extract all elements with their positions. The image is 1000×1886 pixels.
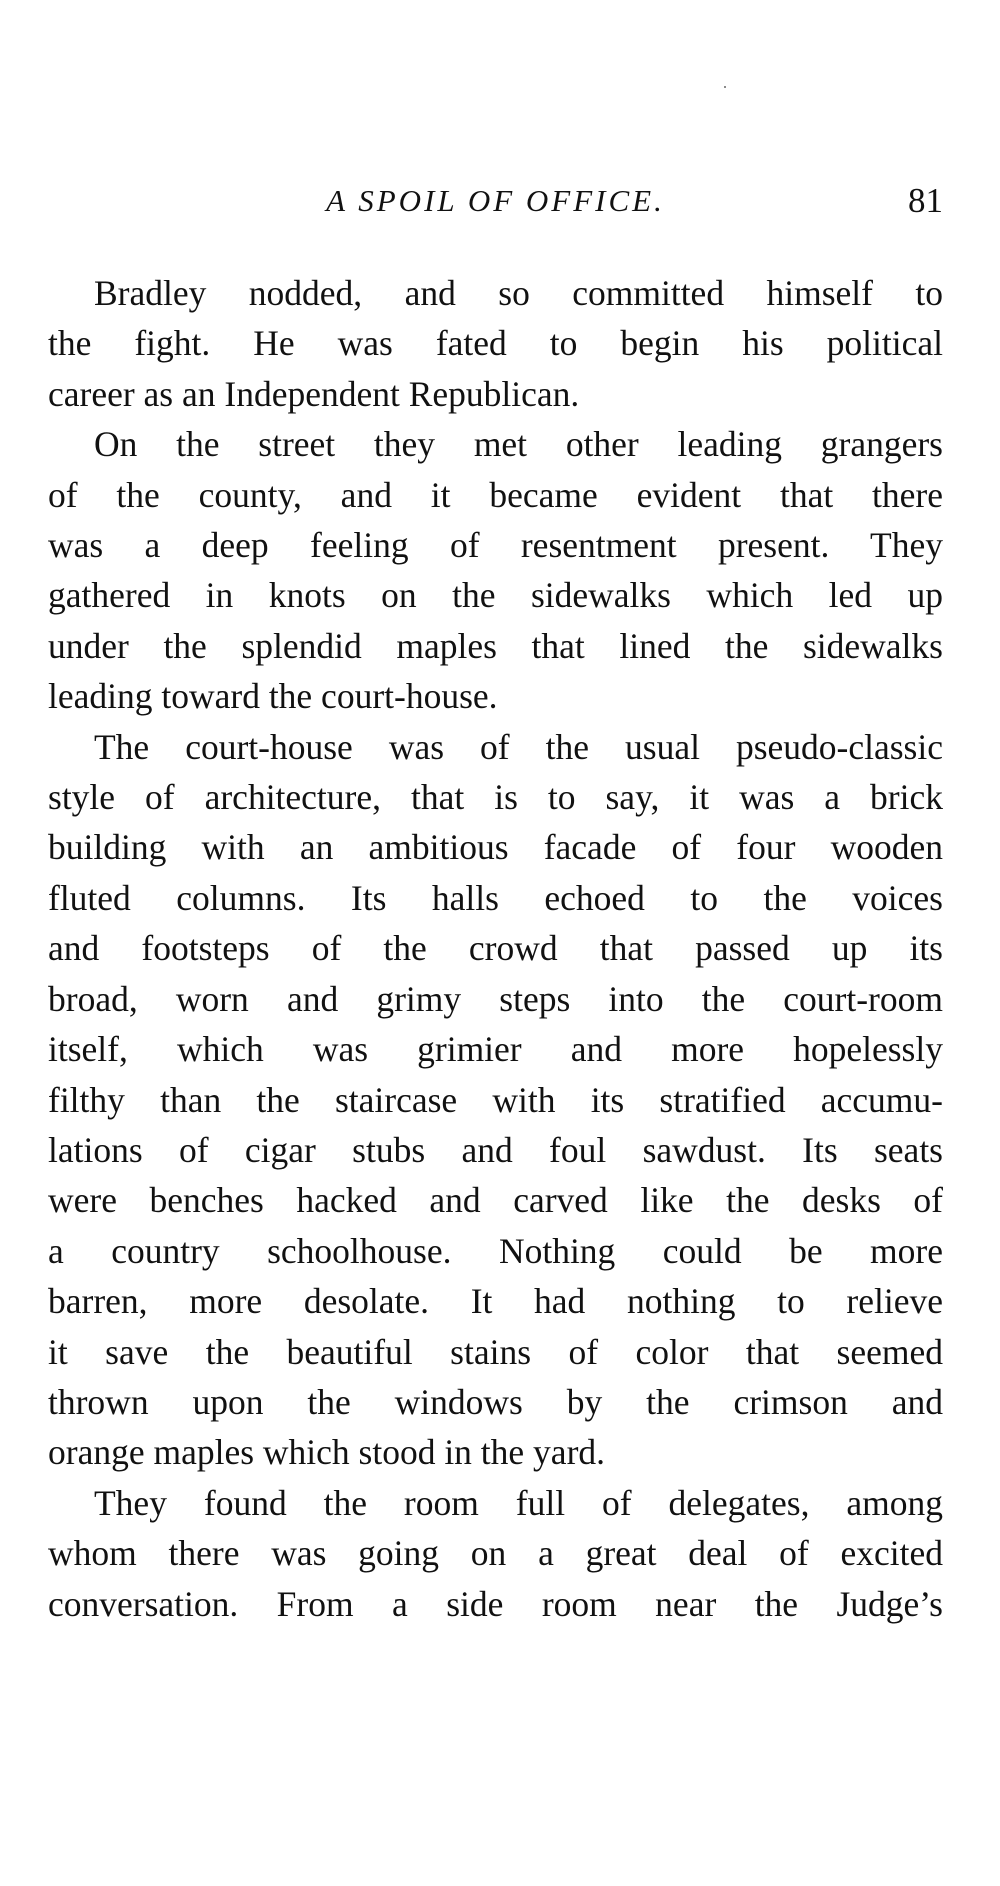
text-line: style of architecture, that is to say, it was a brick bbox=[48, 777, 943, 818]
text-line: it save the beautiful stains of color that seemed bbox=[48, 1331, 943, 1372]
text-line: conversation. From a side room near the Judge’s bbox=[48, 1583, 943, 1624]
text-line: the fight. He was fated to begin his political bbox=[48, 323, 943, 364]
text-line: building with an ambitious facade of four wooden bbox=[48, 827, 943, 868]
page-number: 81 bbox=[908, 181, 943, 220]
text-line: fluted columns. Its halls echoed to the voices bbox=[48, 877, 943, 918]
paragraph bbox=[48, 419, 943, 721]
text-line: broad, worn and grimy steps into the court-room bbox=[48, 978, 943, 1019]
text-line: whom there was going on a great deal of excited bbox=[48, 1533, 943, 1574]
body-text bbox=[48, 268, 943, 1629]
running-title: A SPOIL OF OFFICE. bbox=[326, 183, 665, 218]
paragraph bbox=[48, 722, 943, 1478]
text-line: leading toward the court-house. bbox=[48, 676, 498, 717]
text-line: were benches hacked and carved like the desks of bbox=[48, 1180, 943, 1221]
text-line: itself, which was grimier and more hopelessly bbox=[48, 1029, 943, 1070]
text-line: thrown upon the windows by the crimson and bbox=[48, 1381, 943, 1422]
text-line: lations of cigar stubs and foul sawdust. Its seats bbox=[48, 1129, 943, 1170]
text-line: filthy than the staircase with its stratified accumu- bbox=[48, 1079, 943, 1120]
text-line: under the splendid maples that lined the sidewalks bbox=[48, 625, 943, 666]
page-header bbox=[48, 176, 943, 226]
text-line: was a deep feeling of resentment present. They bbox=[48, 525, 943, 566]
text-line: Bradley nodded, and so committed himself to bbox=[94, 273, 943, 313]
print-speck bbox=[724, 86, 726, 88]
text-line: They found the room full of delegates, among bbox=[94, 1482, 943, 1523]
text-line: career as an Independent Republican. bbox=[48, 373, 580, 414]
text-line: The court-house was of the usual pseudo-classic bbox=[94, 726, 943, 767]
text-line: barren, more desolate. It had nothing to relieve bbox=[48, 1281, 943, 1322]
text-line: of the county, and it became evident that there bbox=[48, 474, 943, 515]
paragraph bbox=[48, 1478, 943, 1629]
text-line: and footsteps of the crowd that passed up its bbox=[48, 928, 943, 969]
paragraph bbox=[48, 268, 943, 419]
text-line: a country schoolhouse. Nothing could be more bbox=[48, 1230, 943, 1271]
text-line: On the street they met other leading grangers bbox=[94, 424, 943, 465]
text-line: gathered in knots on the sidewalks which led up bbox=[48, 575, 943, 616]
text-line: orange maples which stood in the yard. bbox=[48, 1432, 606, 1473]
